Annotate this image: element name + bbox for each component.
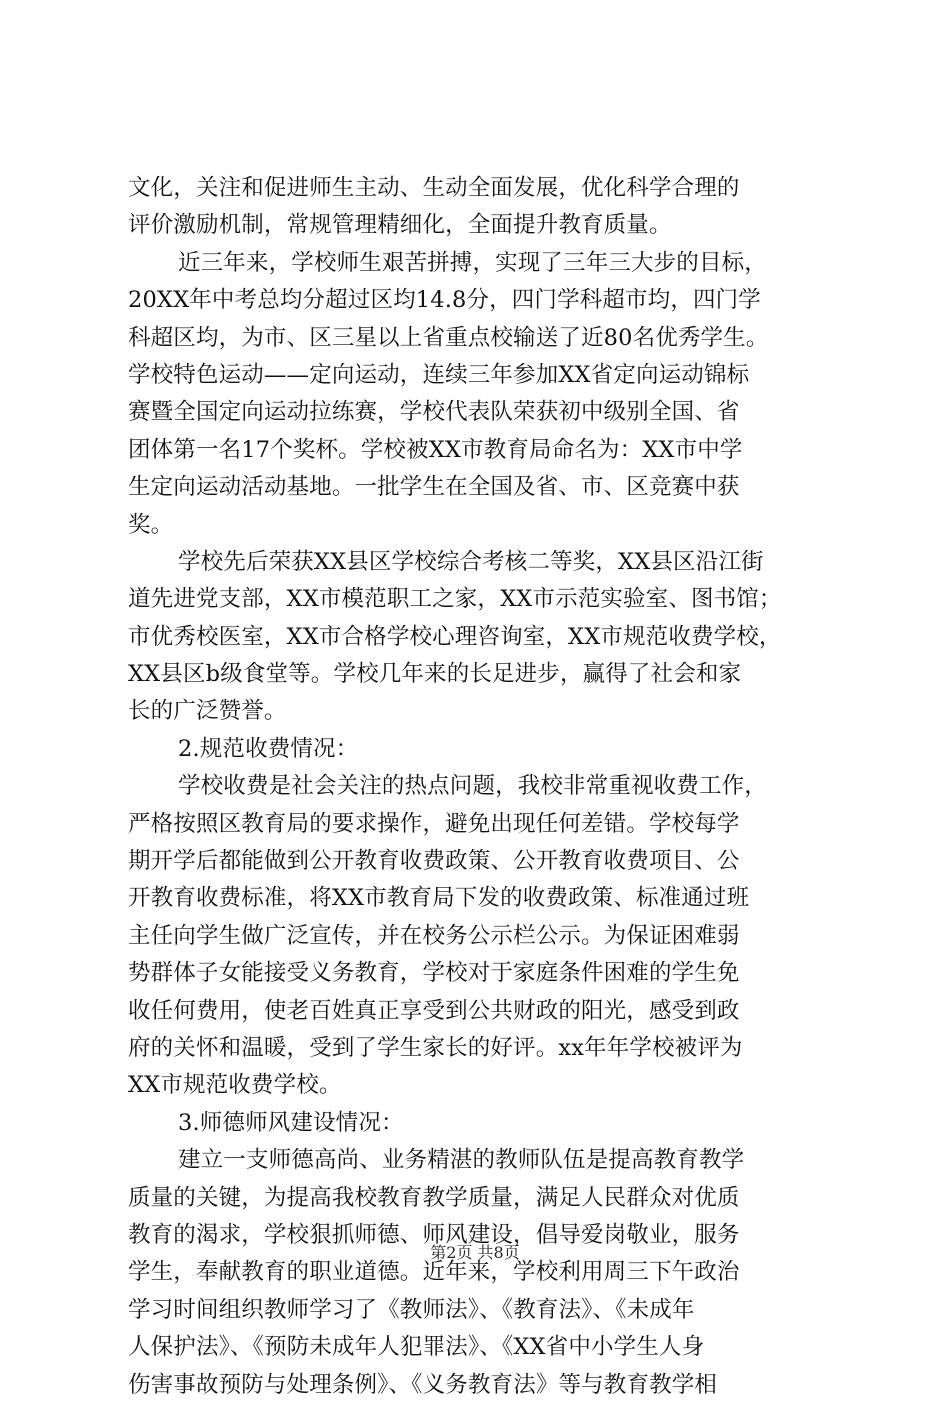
- text-line: 学习时间组织教师学习了《教师法》、《教育法》、《未成年: [128, 1296, 695, 1323]
- text-line: 收任何费用，使老百姓真正享受到公共财政的阳光，感受到政: [128, 997, 740, 1024]
- text-line: 质量的关键，为提高我校教育教学质量，满足人民群众对优质: [128, 1184, 740, 1211]
- text-line: 主任向学生做广泛宣传，并在校务公示栏公示。为保证困难弱: [128, 922, 740, 949]
- text-line: 学校特色运动——定向运动，连续三年参加XX省定向运动锦标: [128, 361, 750, 388]
- text-line: 团体第一名17个奖杯。学校被XX市教育局命名为：XX市中学: [128, 436, 743, 463]
- text-line: 学校收费是社会关注的热点问题，我校非常重视收费工作，: [178, 773, 767, 800]
- text-line: 教育的渴求，学校狠抓师德、师风建设，倡导爱岗敬业，服务: [128, 1221, 740, 1248]
- text-line: 评价激励机制，常规管理精细化，全面提升教育质量。: [128, 212, 672, 239]
- text-line: 严格按照区教育局的要求操作，避免出现任何差错。学校每学: [128, 810, 740, 837]
- text-line: 学校先后荣获XX县区学校综合考核二等奖，XX县区沿江街: [178, 548, 764, 575]
- text-line: XX市规范收费学校。: [128, 1072, 342, 1099]
- text-line: 道先进党支部，XX市模范职工之家，XX市示范实验室、图书馆；: [128, 586, 782, 613]
- text-line: 市优秀校医室，XX市合格学校心理咨询室，XX市规范收费学校，: [128, 623, 782, 650]
- text-line: 长的广泛赞誉。: [128, 698, 287, 725]
- text-line: 府的关怀和温暖，受到了学生家长的好评。xx年年学校被评为: [128, 1034, 743, 1061]
- text-line: 人保护法》、《预防未成年人犯罪法》、《XX省中小学生人身: [128, 1334, 705, 1361]
- page-footer: [0, 1243, 950, 1263]
- section-heading: 2.规范收费情况：: [178, 735, 359, 762]
- text-line: 生定向运动活动基地。一批学生在全国及省、市、区竞赛中获: [128, 474, 740, 501]
- section-heading: 3.师德师风建设情况：: [178, 1109, 404, 1136]
- text-line: 期开学后都能做到公开教育收费政策、公开教育收费项目、公: [128, 848, 740, 875]
- text-line: 势群体子女能接受义务教育，学校对于家庭条件困难的学生免: [128, 960, 740, 987]
- text-line: 伤害事故预防与处理条例》、《义务教育法》等与教育教学相: [128, 1371, 718, 1398]
- page-number-label: 第2页 共8页: [430, 1243, 520, 1262]
- text-line: 近三年来，学校师生艰苦拼搏，实现了三年三大步的目标，: [178, 249, 767, 276]
- text-line: 20XX年中考总均分超过区均14.8分，四门学科超市均，四门学: [128, 287, 761, 314]
- text-line: 建立一支师德高尚、业务精湛的教师队伍是提高教育教学: [178, 1147, 745, 1174]
- text-line: 文化，关注和促进师生主动、生动全面发展，优化科学合理的: [128, 175, 740, 201]
- text-line: 科超区均，为市、区三星以上省重点校输送了近80名优秀学生。: [128, 324, 769, 351]
- body-text: [128, 170, 842, 1404]
- text-line: 开教育收费标准，将XX市教育局下发的收费政策、标准通过班: [128, 885, 750, 912]
- text-line: 奖。: [128, 511, 174, 538]
- text-line: XX县区b级食堂等。学校几年来的长足进步，赢得了社会和家: [128, 661, 742, 688]
- text-line: 学生，奉献教育的职业道德。近年来，学校利用周三下午政治: [128, 1259, 740, 1286]
- text-line: 赛暨全国定向运动拉练赛，学校代表队荣获初中级别全国、省: [128, 399, 740, 426]
